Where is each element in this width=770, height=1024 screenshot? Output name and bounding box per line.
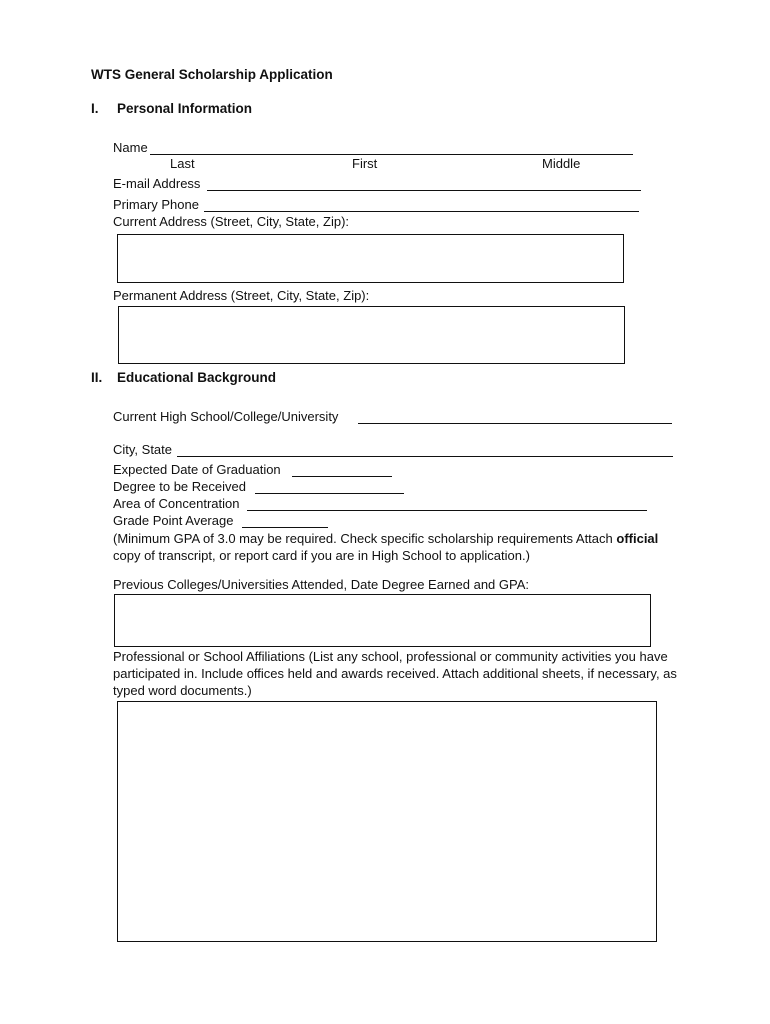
school-field[interactable] — [358, 423, 672, 424]
previous-colleges-box[interactable] — [114, 594, 651, 647]
degree-label: Degree to be Received — [113, 479, 246, 494]
current-address-label: Current Address (Street, City, State, Zip): — [113, 214, 350, 229]
gpa-label: Grade Point Average — [113, 513, 234, 528]
school-label: Current High School/College/University — [113, 409, 339, 424]
phone-label: Primary Phone — [113, 197, 199, 212]
city-state-field[interactable] — [177, 456, 673, 457]
section-title: Educational Background — [117, 370, 277, 385]
section-title: Personal Information — [117, 101, 253, 116]
gpa-note-emphasis: official — [616, 531, 659, 546]
permanent-address-label: Permanent Address (Street, City, State, Zip): — [113, 288, 370, 303]
gpa-note — [113, 530, 683, 564]
section-personal-heading — [91, 101, 252, 116]
page-title: WTS General Scholarship Application — [91, 67, 333, 82]
graduation-field[interactable] — [292, 476, 392, 477]
permanent-address-box[interactable] — [118, 306, 625, 364]
previous-colleges-label: Previous Colleges/Universities Attended, Date Degree Earned and GPA: — [113, 577, 529, 592]
concentration-label: Area of Concentration — [113, 496, 240, 511]
concentration-field[interactable] — [247, 510, 647, 511]
name-last-caption: Last — [170, 156, 195, 171]
name-label: Name — [113, 140, 148, 155]
name-first-caption: First — [352, 156, 378, 171]
section-number: II. — [91, 370, 103, 385]
section-education-heading — [91, 370, 276, 385]
gpa-field[interactable] — [242, 527, 328, 528]
name-field[interactable] — [150, 154, 633, 155]
affiliations-label: Professional or School Affiliations (List any school, professional or community activities you have participated in. Include offices held and awards received. Attach additional sheets, if necessary, as typed word documents.) — [113, 649, 677, 698]
email-label: E-mail Address — [113, 176, 201, 191]
email-field[interactable] — [207, 190, 641, 191]
phone-field[interactable] — [204, 211, 639, 212]
name-middle-caption: Middle — [542, 156, 581, 171]
current-address-box[interactable] — [117, 234, 624, 283]
affiliations-box[interactable] — [117, 701, 657, 942]
degree-field[interactable] — [255, 493, 404, 494]
gpa-note-text: (Minimum GPA of 3.0 may be required. Check specific scholarship requirements Attach — [113, 531, 617, 546]
section-number: I. — [91, 101, 99, 116]
city-state-label: City, State — [113, 442, 173, 457]
graduation-label: Expected Date of Graduation — [113, 462, 281, 477]
gpa-note-text-end: copy of transcript, or report card if you are in High School to application.) — [113, 548, 530, 563]
